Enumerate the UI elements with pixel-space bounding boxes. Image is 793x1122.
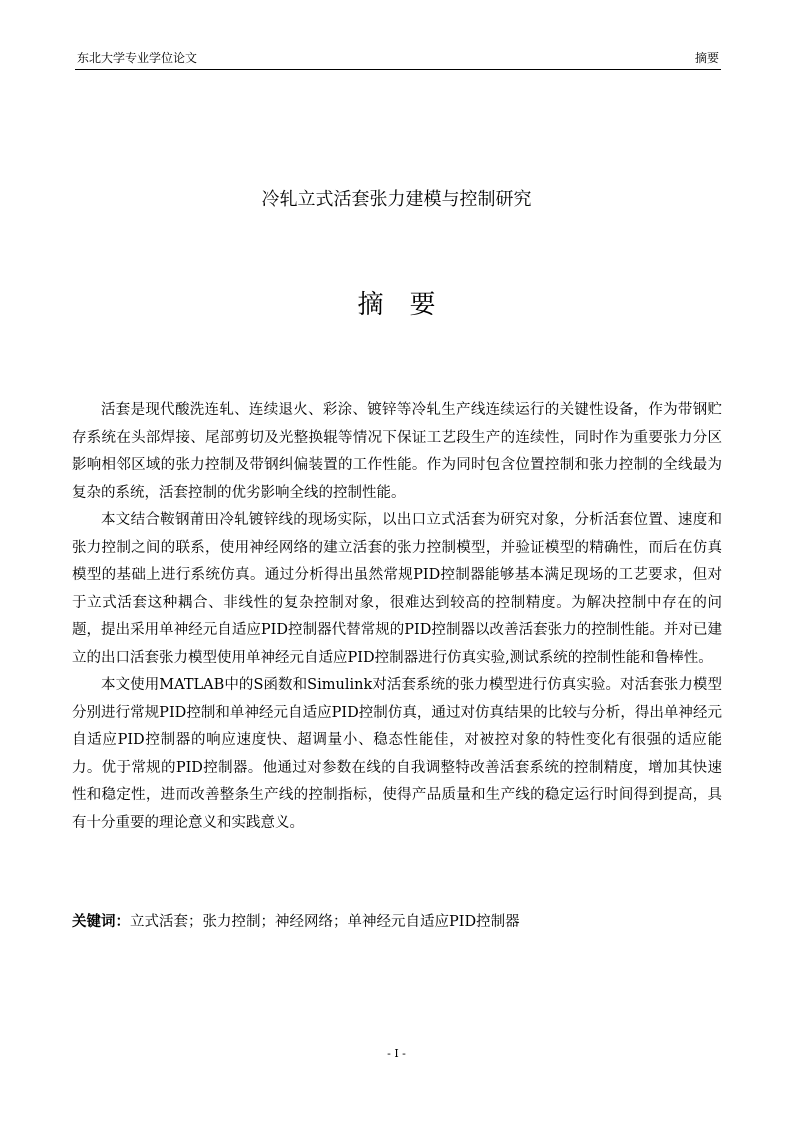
header-university-label: 东北大学专业学位论文 bbox=[77, 51, 198, 65]
header-divider bbox=[75, 69, 721, 70]
page-header bbox=[75, 50, 721, 68]
page-number: - I - bbox=[387, 1047, 406, 1060]
abstract-heading: 摘要 bbox=[357, 290, 462, 320]
header-section-label: 摘要 bbox=[694, 51, 719, 65]
abstract-paragraph: 本文使用MATLAB中的S函数和Simulink对活套系统的张力模型进行仿真实验。对活套张力模型分别进行常规PID控制和单神经元自适应PID控制仿真，通过对仿真结果的比较与分析，得出单神经元自适应PID控制器的响应速度快、超调量小、稳态性能佳，对被控对象的特性变化有很强的适应能力。优于常规的PID控制器。他通过对参数在线的自我调整特改善活套系统的控制精度，增加其快速性和稳定性，进而改善整条生产线的控制指标，使得产品质量和生产线的稳定运行时间得到提高，具有十分重要的理论意义和实践意义。 bbox=[72, 677, 722, 831]
keywords-label: 关键词： bbox=[72, 914, 130, 930]
keywords-text: 立式活套；张力控制；神经网络；单神经元自适应PID控制器 bbox=[130, 914, 520, 930]
abstract-paragraph: 本文结合鞍钢莆田冷轧镀锌线的现场实际，以出口立式活套为研究对象，分析活套位置、速度和张力控制之间的联系，使用神经网络的建立活套的张力控制模型，并验证模型的精确性，而后在仿真模型的基础上进行系统仿真。通过分析得出虽然常规PID控制器能够基本满足现场的工艺要求，但对于立式活套这种耦合、非线性的复杂控制对象，很难达到较高的控制精度。为解决控制中存在的问题，提出采用单神经元自适应PID控制器代替常规的PID控制器以改善活套张力的控制性能。并对已建立的出口活套张力模型使用单神经元自适应PID控制器进行仿真实验,测试系统的控制性能和鲁棒性。 bbox=[72, 512, 722, 666]
abstract-body bbox=[72, 397, 722, 837]
keywords-line bbox=[72, 910, 722, 934]
thesis-title: 冷轧立式活套张力建模与控制研究 bbox=[261, 189, 532, 210]
abstract-paragraph: 活套是现代酸洗连轧、连续退火、彩涂、镀锌等冷轧生产线连续运行的关键性设备，作为带钢贮存系统在头部焊接、尾部剪切及光整换辊等情况下保证工艺段生产的连续性，同时作为重要张力分区影响相邻区域的张力控制及带钢纠偏装置的工作性能。作为同时包含位置控制和张力控制的全线最为复杂的系统，活套控制的优劣影响全线的控制性能。 bbox=[72, 402, 722, 501]
